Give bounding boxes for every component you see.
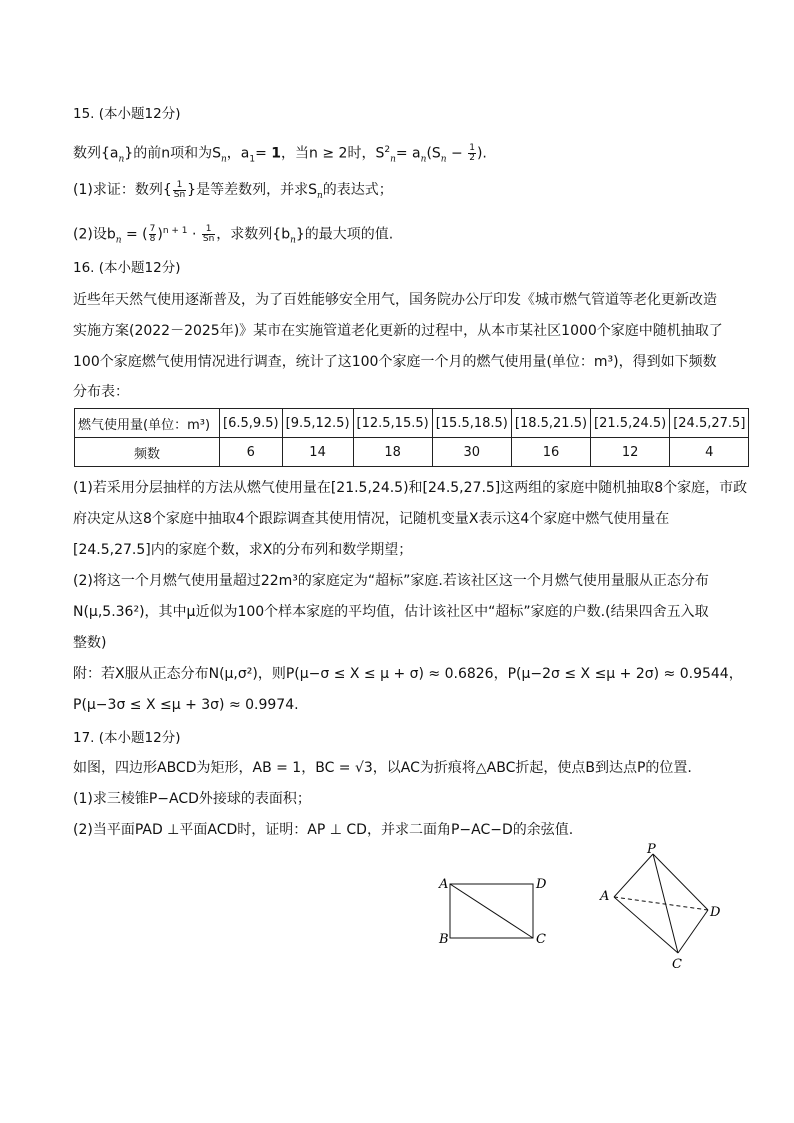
tetrahedron-figure [596, 842, 736, 972]
edge-dc [678, 910, 708, 953]
q16-intro-line-4: 分布表： [73, 384, 129, 400]
q16-part2-line-1: (2)将这一个月燃气使用量超过22m³的家庭定为“超标”家庭.若该社区这一个月燃气使用量服从正态分布 [73, 573, 709, 589]
table-cell: 18 [353, 438, 432, 467]
edge-ac [614, 897, 678, 953]
q15-part2-text: (2)设b [73, 226, 116, 243]
q15-stem-text: ，当n ≥ 2时，S [281, 145, 385, 162]
q15-part2-exponent: n + 1 [162, 226, 188, 236]
fraction-numerator: 7 [149, 224, 156, 235]
fraction-numerator: 1 [173, 181, 186, 191]
edge-pd [653, 854, 708, 910]
q17-stem: 如图，四边形ABCD为矩形，AB = 1，BC = √3，以AC为折痕将△ABC折起，使点B到达点P的位置. [73, 760, 692, 776]
fraction-numerator: 1 [469, 143, 475, 154]
table-header-cell: 频数 [75, 438, 220, 467]
label-d: D [710, 905, 721, 920]
fraction-numerator: 1 [202, 225, 215, 235]
table-cell: [9.5,12.5) [282, 409, 353, 438]
q15-part2-fraction-1 [149, 225, 157, 244]
q15-sub: n [220, 154, 227, 165]
fraction-denominator: Sn [173, 189, 186, 200]
q15-part2-text: = ( [121, 226, 148, 243]
table-cell: [15.5,18.5) [432, 409, 511, 438]
q15-stem-text: 数列{a [73, 145, 119, 162]
q15-part2-text: ) [157, 226, 163, 243]
q16-note-line-1: 附：若X服从正态分布N(μ,σ²)，则P(μ−σ ≤ X ≤ μ + σ) ≈ 0.6826，P(μ−2σ ≤ X ≤μ + 2σ) ≈ 0.9544， [73, 666, 743, 682]
q15-sub: n [118, 154, 125, 165]
q16-intro-line-3: 100个家庭燃气使用情况进行调查，统计了这100个家庭一个月的燃气使用量(单位：m³)，得到如下频数 [73, 354, 717, 370]
q15-header: 15. (本小题12分) [73, 106, 181, 122]
q15-sub: n [290, 235, 296, 246]
label-c: C [536, 932, 546, 947]
q17-part1: (1)求三棱锥P−ACD外接球的表面积； [73, 791, 311, 807]
edge-pa [614, 854, 653, 897]
q16-part2-line-3: 整数) [73, 635, 107, 651]
q15-stem-text: = a [395, 145, 421, 162]
edge-ad-hidden [614, 897, 708, 910]
label-p: P [647, 842, 656, 857]
fraction-denominator: Sn [202, 234, 215, 245]
table-cell: [24.5,27.5] [670, 409, 749, 438]
edge-pc [653, 854, 678, 953]
q15-sup: 2 [384, 145, 391, 155]
q16-note-line-2: P(μ−3σ ≤ X ≤μ + 3σ) ≈ 0.9974. [73, 697, 299, 713]
label-a: A [439, 877, 449, 892]
q17-header: 17. (本小题12分) [73, 730, 181, 746]
q15-part1-text: (1)求证：数列{ [73, 182, 172, 198]
q16-part1-line-2: 府决定从这8个家庭中抽取4个跟踪调查其使用情况，记随机变量X表示这4个家庭中燃气使用量在 [73, 511, 670, 527]
fraction-denominator: 2 [469, 153, 475, 164]
label-c: C [672, 957, 682, 972]
q15-part2-text: · [187, 226, 201, 243]
q15-stem-text: = [255, 145, 272, 162]
table-row [75, 409, 749, 438]
q15-part2 [73, 221, 393, 250]
q15-stem-text: ，a [226, 145, 250, 162]
table-row [75, 438, 749, 467]
q16-part2-line-2: N(μ,5.36²)，其中μ近似为100个样本家庭的平均值，估计该社区中“超标”家庭的户数.(结果四舍五入取 [73, 604, 709, 620]
label-b: B [439, 932, 449, 947]
q15-sub: 1 [249, 154, 256, 165]
label-a: A [600, 889, 610, 904]
table-cell: 14 [282, 438, 353, 467]
table-cell: 16 [511, 438, 590, 467]
q15-stem: 数列$\{a_n\}$的前n项和为$S_n$，$a_1= 1$，当n ≥ 2时，$S^2_n= a_n(S_n$ − $\frac{1}{2}$ ). [73, 143, 487, 165]
table-cell: 30 [432, 438, 511, 467]
q15-part1 [73, 180, 393, 206]
q15-sub: n [440, 154, 447, 165]
q15-part1-text: }是等差数列，并求S [187, 182, 317, 198]
q15-stem-text: }的前n项和为S [124, 145, 221, 162]
frequency-table [74, 408, 749, 467]
table-cell: [18.5,21.5) [511, 409, 590, 438]
q15-part1-fraction [173, 181, 186, 200]
q15-sub: n [115, 235, 122, 246]
q15-part1-text: 的表达式； [322, 182, 393, 198]
q15-part2-text: ，求数列{b [216, 226, 291, 243]
q15-part2-text: }的最大项的值. [295, 226, 394, 243]
table-cell: 4 [670, 438, 749, 467]
q16-intro-line-1: 近些年天然气使用逐渐普及，为了百姓能够安全用气，国务院办公厅印发《城市燃气管道等老化更新改造 [73, 292, 717, 308]
label-d: D [536, 877, 547, 892]
q15-stem-text: (S [426, 145, 441, 162]
q15-part2-fraction-2 [202, 225, 215, 244]
q15-fraction [468, 144, 476, 163]
q16-header: 16. (本小题12分) [73, 260, 181, 276]
table-cell: 12 [591, 438, 670, 467]
q15-stem-value: 1 [271, 145, 282, 162]
q16-intro-line-2: 实施方案(2022－2025年)》某市在实施管道老化更新的过程中，从本市某社区1000个家庭中随机抽取了 [73, 323, 723, 339]
q16-part1-line-3: [24.5,27.5]内的家庭个数，求X的分布列和数学期望； [73, 542, 413, 558]
table-cell: 6 [220, 438, 283, 467]
fraction-denominator: 8 [149, 234, 156, 245]
q15-sub: n [420, 154, 427, 165]
q15-sub: n [390, 154, 396, 165]
rectangle-figure [430, 866, 560, 952]
table-cell: [12.5,15.5) [353, 409, 432, 438]
table-cell: [6.5,9.5) [220, 409, 283, 438]
q15-stem-text: ). [476, 145, 487, 162]
q16-part1-line-1: (1)若采用分层抽样的方法从燃气使用量在[21.5,24.5)和[24.5,27.5]这两组的家庭中随机抽取8个家庭，市政 [73, 480, 748, 496]
table-cell: [21.5,24.5) [591, 409, 670, 438]
table-header-cell: 燃气使用量(单位：m³) [75, 409, 220, 438]
q17-part2: (2)当平面PAD ⊥平面ACD时，证明：AP ⊥ CD，并求二面角P−AC−D的余弦值. [73, 822, 574, 838]
q15-sub: n [316, 190, 323, 201]
diagonal-ac [450, 884, 533, 938]
